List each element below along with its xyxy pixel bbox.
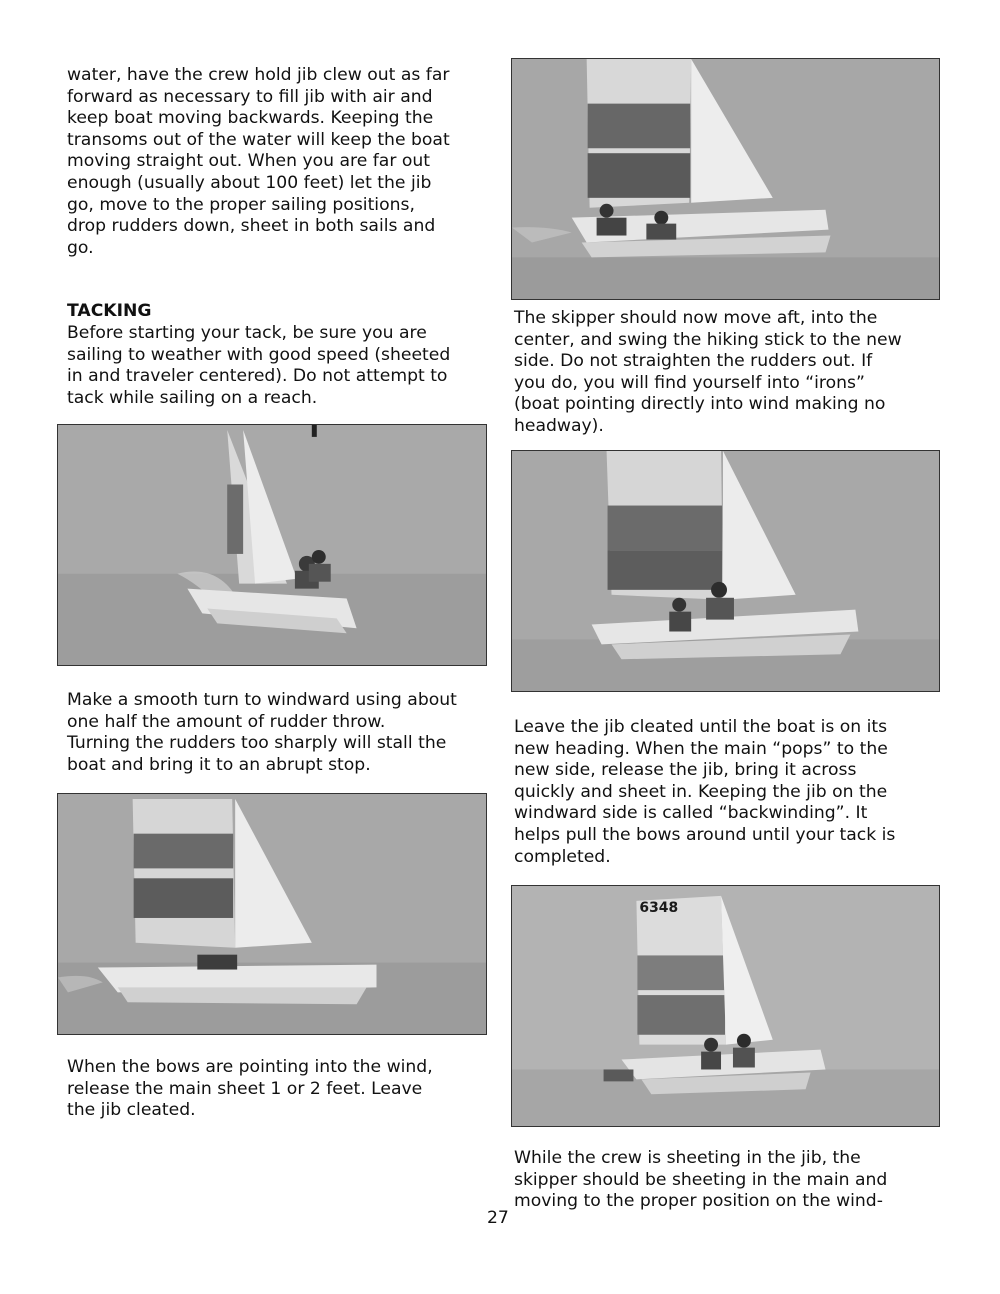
tacking-paragraph: Before starting your tack, be sure you are sailing to weather with good speed (sheeted in and traveler centered). Do not attempt to tack while sailing on a reach. [67, 323, 451, 408]
page-number: 27 [487, 1208, 509, 1228]
intro-paragraph: water, have the crew hold jib clew out as far forward as necessary to fill jib with air and keep boat moving backwards. Keeping the transoms out of the water will keep the boat moving straight out. When you are far out enough (usually about 100 feet) let the jib go, move to the proper sailing positions, drop rudders down, sheet in both sails and go. [67, 65, 450, 258]
photo-catamaran-sailing-to-weather [57, 424, 487, 666]
photo-jib-cleated-new-heading [511, 450, 940, 692]
section-heading-tacking: TACKING [67, 301, 152, 321]
photo-bows-into-wind [57, 793, 487, 1035]
caption-skipper-moves-aft: The skipper should now move aft, into the center, and swing the hiking stick to the new side. Do not straighten the rudders out. If you do, you will find yourself into “irons” (boat pointing directly into wind making no headway). [514, 308, 902, 436]
caption-backwinding: Leave the jib cleated until the boat is on its new heading. When the main “pops” to the new side, release the jib, bring it across quickly and sheet in. Keeping the jib on the windward side is called “backwinding”. It helps pull the bows around until your tack is completed. [514, 717, 896, 867]
photo-skipper-moves-aft [511, 58, 940, 300]
caption-smooth-turn: Make a smooth turn to windward using about one half the amount of rudder throw. Turning the rudders too sharply will stall the boat and bring it to an abrupt stop. [67, 690, 457, 775]
caption-bows-into-wind: When the bows are pointing into the wind, release the main sheet 1 or 2 feet. Leave the jib cleated. [67, 1057, 433, 1121]
sail-number: 6348 [639, 899, 679, 916]
photo-sheeting-in-jib [511, 885, 940, 1127]
caption-sheeting-in-jib: While the crew is sheeting in the jib, the skipper should be sheeting in the main and moving to the proper position on the wind- [514, 1148, 888, 1212]
